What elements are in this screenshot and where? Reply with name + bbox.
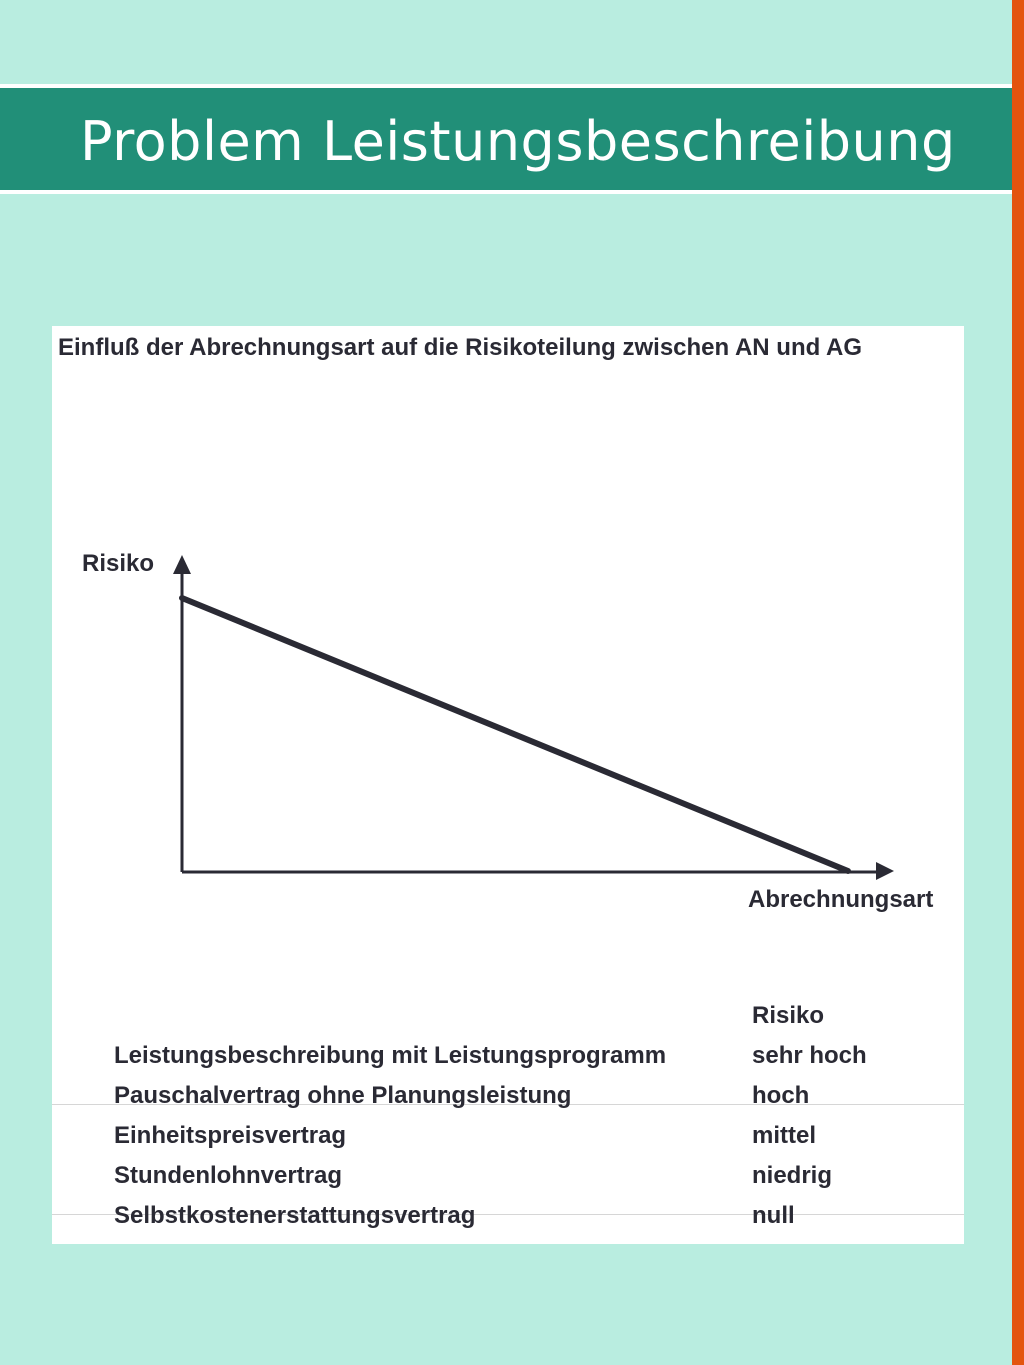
table-row — [52, 1122, 964, 1162]
risk-level: niedrig — [752, 1162, 833, 1189]
table-row — [52, 1202, 964, 1242]
table-row — [52, 1162, 964, 1202]
table-row — [52, 1042, 964, 1082]
y-axis-label: Risiko — [82, 550, 155, 577]
contract-type: Leistungsbeschreibung mit Leistungsprogramm — [114, 1042, 667, 1069]
table-row — [52, 1082, 964, 1122]
risk-level: mittel — [752, 1122, 817, 1149]
contract-type: Stundenlohnvertrag — [114, 1162, 343, 1189]
scanned-figure — [52, 326, 964, 1244]
risk-level: hoch — [752, 1082, 810, 1109]
table-column-header: Risiko — [752, 1002, 825, 1029]
figure-heading: Einfluß der Abrechnungsart auf die Risikoteilung zwischen AN und AG — [58, 334, 863, 361]
accent-stripe — [1012, 0, 1024, 1365]
risk-level: sehr hoch — [752, 1042, 867, 1069]
contract-type: Selbstkostenerstattungsvertrag — [114, 1202, 476, 1229]
x-axis-label: Abrechnungsart — [748, 886, 934, 913]
contract-type: Einheitspreisvertrag — [114, 1122, 347, 1149]
contract-type: Pauschalvertrag ohne Planungsleistung — [114, 1082, 572, 1109]
title-bar — [0, 84, 1012, 194]
y-axis-arrow — [173, 555, 191, 574]
risk-line — [182, 598, 848, 871]
slide-title: Problem Leistungsbeschreibung — [80, 110, 956, 173]
x-axis-arrow — [876, 862, 894, 880]
risk-level: null — [752, 1202, 795, 1229]
